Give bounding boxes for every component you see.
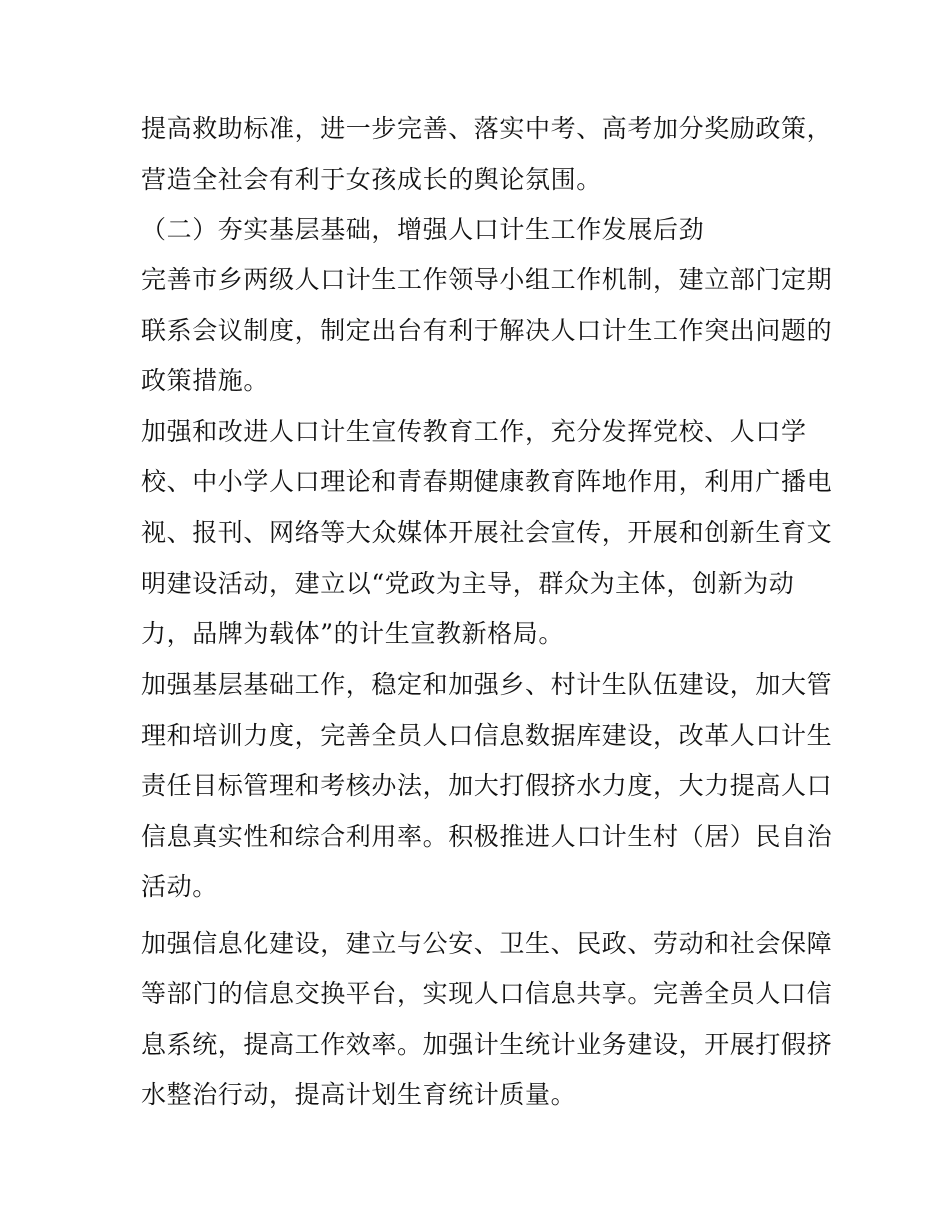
text-line: 校、中小学人口理论和青春期健康教育阵地作用，利用广播电 bbox=[141, 467, 833, 496]
text-line: 视、报刊、网络等大众媒体开展社会宣传，开展和创新生育文 bbox=[141, 518, 833, 547]
text-line: 等部门的信息交换平台，实现人口信息共享。完善全员人口信 bbox=[141, 979, 833, 1008]
section-heading: （二）夯实基层基础，增强人口计生工作发展后劲 bbox=[141, 215, 705, 244]
text-line: 加强基层基础工作，稳定和加强乡、村计生队伍建设，加大管 bbox=[141, 670, 833, 699]
text-line: 加强信息化建设，建立与公安、卫生、民政、劳动和社会保障 bbox=[141, 929, 833, 958]
text-line: 联系会议制度，制定出台有利于解决人口计生工作突出问题的 bbox=[141, 316, 833, 345]
text-line: 理和培训力度，完善全员人口信息数据库建设，改革人口计生 bbox=[141, 721, 833, 750]
text-line: 提高救助标准，进一步完善、落实中考、高考加分奖励政策， bbox=[141, 114, 833, 143]
text-line: 政策措施。 bbox=[141, 366, 270, 395]
text-line: 责任目标管理和考核办法，加大打假挤水力度，大力提高人口 bbox=[141, 771, 833, 800]
text-line: 息系统，提高工作效率。加强计生统计业务建设，开展打假挤 bbox=[141, 1030, 833, 1059]
text-line: 信息真实性和综合利用率。积极推进人口计生村（居）民自治 bbox=[141, 822, 833, 851]
text-line: 水整治行动，提高计划生育统计质量。 bbox=[141, 1080, 577, 1109]
text-line: 活动。 bbox=[141, 872, 218, 901]
text-line: 营造全社会有利于女孩成长的舆论氛围。 bbox=[141, 165, 602, 194]
text-line: 明建设活动，建立以“党政为主导，群众为主体，创新为动 bbox=[141, 569, 795, 598]
text-line: 完善市乡两级人口计生工作领导小组工作机制，建立部门定期 bbox=[141, 265, 833, 294]
text-line: 力，品牌为载体”的计生宣教新格局。 bbox=[141, 619, 564, 648]
text-line: 加强和改进人口计生宣传教育工作，充分发挥党校、人口学 bbox=[141, 417, 807, 446]
